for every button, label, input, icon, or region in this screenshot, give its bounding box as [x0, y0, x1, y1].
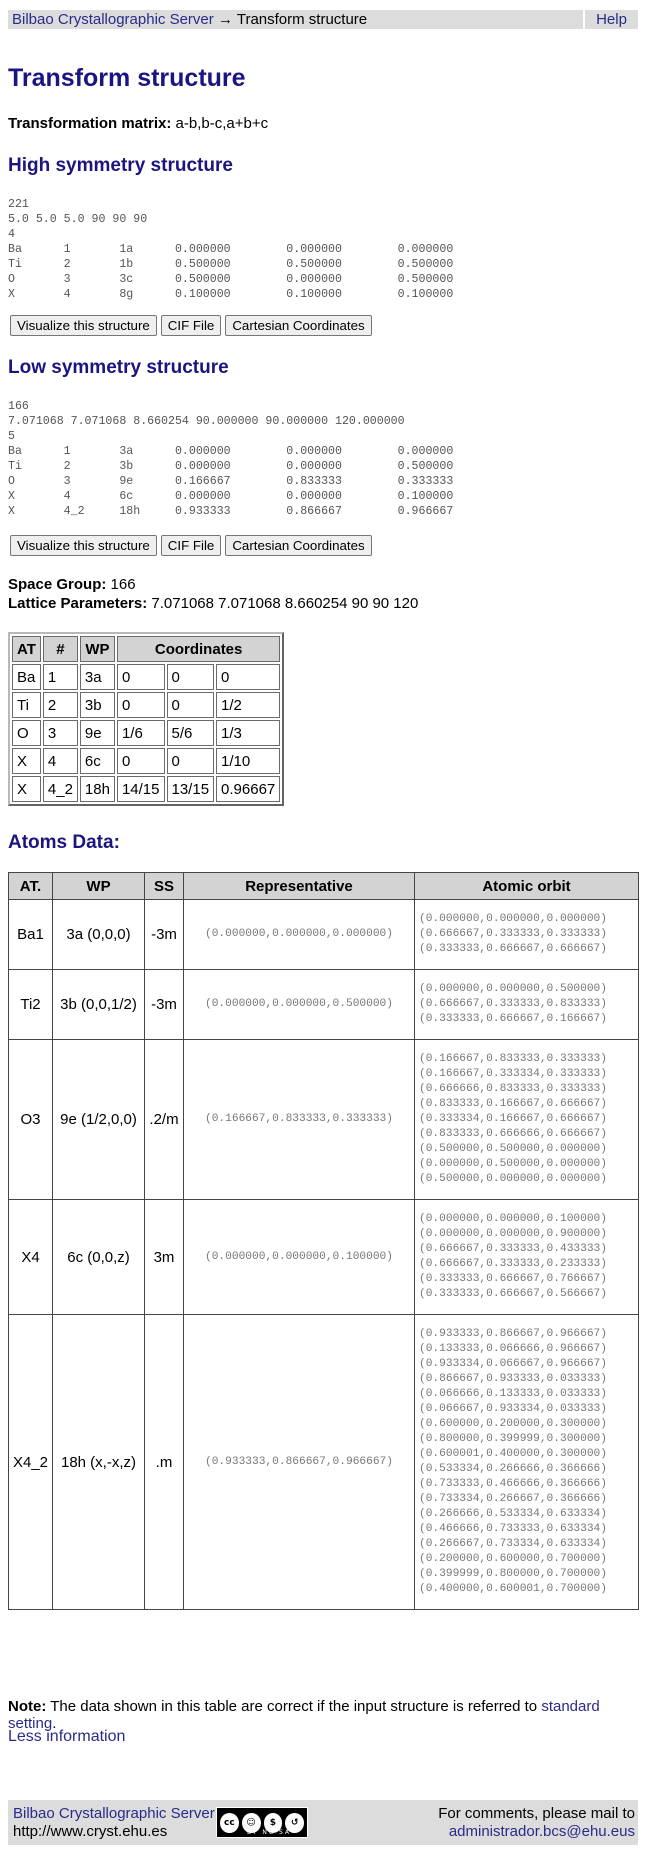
atom-label: X4 — [9, 1200, 53, 1315]
space-group-info — [8, 575, 418, 613]
table-row — [9, 970, 639, 1040]
transformation-matrix — [8, 115, 268, 132]
representative: (0.000000,0.000000,0.000000) — [184, 900, 415, 970]
wyckoff-position: 18h (x,-x,z) — [53, 1315, 145, 1610]
representative: (0.000000,0.000000,0.100000) — [184, 1200, 415, 1315]
table-row — [12, 692, 280, 718]
atomic-orbit: (0.000000,0.000000,0.000000) (0.666667,0.333333,0.333333) (0.333333,0.666667,0.666667) — [415, 900, 639, 970]
table-cell: Ti — [12, 692, 41, 718]
high-symmetry-structure-text: 221 5.0 5.0 5.0 90 90 90 4 Ba 1 1a 0.000000 0.000000 0.000000 Ti 2 1b 0.500000 0.500000 0.500000 O 3 3c 0.500000 0.000000 0.500000 X 4 8g 0.100000 0.100000 0.100000 — [8, 198, 454, 301]
table-cell: X — [12, 748, 41, 774]
table-row — [12, 776, 280, 802]
table-row — [9, 1040, 639, 1200]
space-group-value: 166 — [110, 576, 136, 593]
table-cell: 1/3 — [216, 720, 280, 746]
col-atomic-orbit: Atomic orbit — [415, 873, 639, 900]
wyckoff-position: 9e (1/2,0,0) — [53, 1040, 145, 1200]
nc-icon: $ — [264, 1813, 283, 1833]
atom-label: X4_2 — [9, 1315, 53, 1610]
atom-label: Ti2 — [9, 970, 53, 1040]
breadcrumb-arrow: → — [217, 11, 233, 28]
footer — [8, 1800, 638, 1845]
lattice-parameters-value: 7.071068 7.071068 8.660254 90 90 120 — [151, 595, 419, 612]
col-wp: WP — [80, 636, 115, 662]
table-cell: 2 — [43, 692, 78, 718]
top-navigation-bar — [8, 10, 638, 29]
table-cell: 1/6 — [117, 720, 165, 746]
table-cell: 0 — [167, 748, 215, 774]
visualize-low-button[interactable]: Visualize this structure — [10, 535, 157, 556]
cif-low-button[interactable]: CIF File — [161, 535, 222, 556]
col-representative: Representative — [184, 873, 415, 900]
wyckoff-position: 6c (0,0,z) — [53, 1200, 145, 1315]
table-row — [9, 1200, 639, 1315]
sa-icon: ↺ — [285, 1813, 304, 1833]
note-body: The data shown in this table are correct if the input structure is referred to — [46, 1698, 542, 1715]
cif-high-button[interactable]: CIF File — [161, 315, 222, 336]
table-cell: X — [12, 776, 41, 802]
table-cell: O — [12, 720, 41, 746]
col-wyckoff: WP — [53, 873, 145, 900]
atomic-orbit: (0.000000,0.000000,0.500000) (0.666667,0.333333,0.833333) (0.333333,0.666667,0.166667) — [415, 970, 639, 1040]
visualize-high-button[interactable]: Visualize this structure — [10, 315, 157, 336]
low-symmetry-structure-text: 166 7.071068 7.071068 8.660254 90.000000 90.000000 120.000000 5 Ba 1 3a 0.000000 0.000000 0.000000 Ti 2 3b 0.000000 0.000000 0.500000 O 3 9e 0.166667 0.833333 0.333333 X 4 6c 0.000000 0.000000 0.100000 X 4_2 18h 0.933333 0.866667 0.966667 — [8, 400, 454, 518]
note-text — [8, 1698, 646, 1732]
table-cell: 1 — [43, 664, 78, 690]
footer-server-link[interactable]: Bilbao Crystallographic Server — [13, 1805, 215, 1822]
high-symmetry-heading: High symmetry structure — [8, 155, 233, 176]
breadcrumb-current: Transform structure — [236, 11, 368, 28]
table-row — [12, 748, 280, 774]
footer-comments-text: For comments, please mail to — [438, 1805, 635, 1822]
table-cell: 0.96667 — [216, 776, 280, 802]
wyckoff-position: 3b (0,0,1/2) — [53, 970, 145, 1040]
table-cell: 3 — [43, 720, 78, 746]
table-cell: 1/2 — [216, 692, 280, 718]
atoms-data-heading: Atoms Data: — [8, 832, 120, 853]
coordinates-table — [8, 632, 284, 806]
cartesian-high-button[interactable]: Cartesian Coordinates — [225, 315, 371, 336]
by-icon: ☺ — [242, 1813, 261, 1833]
atoms-data-body — [9, 900, 639, 1610]
note-end: . — [52, 1715, 57, 1732]
site-symmetry: -3m — [145, 900, 184, 970]
table-row — [9, 900, 639, 970]
footer-left — [13, 1805, 215, 1841]
col-number: # — [43, 636, 78, 662]
space-group-label: Space Group: — [8, 576, 107, 593]
less-information-link[interactable]: Less information — [8, 1728, 126, 1745]
table-cell: 3b — [80, 692, 115, 718]
footer-email-link[interactable]: administrador.bcs@ehu.eus — [448, 1823, 635, 1840]
high-symmetry-buttons — [10, 315, 372, 336]
representative: (0.166667,0.833333,0.333333) — [184, 1040, 415, 1200]
table-cell: 14/15 — [117, 776, 165, 802]
table-cell: 18h — [80, 776, 115, 802]
lattice-parameters-label: Lattice Parameters: — [8, 595, 148, 612]
table-row — [12, 664, 280, 690]
site-symmetry: -3m — [145, 970, 184, 1040]
table-cell: 1/10 — [216, 748, 280, 774]
atomic-orbit: (0.166667,0.833333,0.333333) (0.166667,0.333334,0.333333) (0.666666,0.833333,0.333333) (0.833333,0.166667,0.666667) (0.333334,0.166667,0.666667) (0.833333,0.666666,0.666667) (0.500000,0.500000,0.000000) (0.000000,0.500000,0.000000) (0.500000,0.000000,0.000000) — [415, 1040, 639, 1200]
table-cell: 0 — [117, 664, 165, 690]
site-symmetry: .m — [145, 1315, 184, 1610]
table-row — [9, 1315, 639, 1610]
transformation-label: Transformation matrix: — [8, 115, 172, 132]
server-home-link[interactable]: Bilbao Crystallographic Server — [12, 11, 214, 28]
table-cell: 9e — [80, 720, 115, 746]
table-row — [12, 720, 280, 746]
wyckoff-position: 3a (0,0,0) — [53, 900, 145, 970]
atoms-data-table — [8, 872, 639, 1610]
table-cell: 0 — [167, 692, 215, 718]
table-cell: 4_2 — [43, 776, 78, 802]
table-cell: 3a — [80, 664, 115, 690]
standard-setting-link[interactable]: standard setting — [8, 1698, 600, 1732]
atom-label: O3 — [9, 1040, 53, 1200]
cc-icon: cc — [220, 1813, 239, 1833]
table-cell: 4 — [43, 748, 78, 774]
page-title: Transform structure — [8, 64, 246, 92]
cartesian-low-button[interactable]: Cartesian Coordinates — [225, 535, 371, 556]
atom-label: Ba1 — [9, 900, 53, 970]
col-site-symmetry: SS — [145, 873, 184, 900]
site-symmetry: .2/m — [145, 1040, 184, 1200]
col-atom: AT. — [9, 873, 53, 900]
col-at: AT — [12, 636, 41, 662]
low-symmetry-buttons — [10, 535, 372, 556]
representative: (0.933333,0.866667,0.966667) — [184, 1315, 415, 1610]
transformation-value: a-b,b-c,a+b+c — [175, 115, 269, 132]
table-cell: 0 — [117, 748, 165, 774]
note-label: Note: — [8, 1698, 47, 1715]
table-cell: 0 — [216, 664, 280, 690]
col-coordinates: Coordinates — [117, 636, 280, 662]
table-cell: 13/15 — [167, 776, 215, 802]
low-symmetry-heading: Low symmetry structure — [8, 357, 229, 378]
table-cell: Ba — [12, 664, 41, 690]
coordinates-body — [12, 664, 280, 802]
breadcrumb — [8, 11, 583, 28]
creative-commons-badge[interactable] — [216, 1807, 308, 1838]
help-link[interactable]: Help — [596, 11, 627, 28]
cc-license-label: BY NC SA — [247, 1829, 291, 1836]
atomic-orbit: (0.933333,0.866667,0.966667) (0.133333,0.066666,0.966667) (0.933334,0.066667,0.966667) (0.866667,0.933333,0.033333) (0.066666,0.133333,0.033333) (0.066667,0.933334,0.033333) (0.600000,0.200000,0.300000) (0.800000,0.399999,0.300000) (0.600001,0.400000,0.300000) (0.533334,0.266666,0.366666) (0.733333,0.466666,0.366666) (0.733334,0.266667,0.366666) (0.266666,0.533334,0.633334) (0.466666,0.733333,0.633334) (0.266667,0.733334,0.633334) (0.200000,0.600000,0.700000) (0.399999,0.800000,0.700000) (0.400000,0.600001,0.700000) — [415, 1315, 639, 1610]
site-symmetry: 3m — [145, 1200, 184, 1315]
atomic-orbit: (0.000000,0.000000,0.100000) (0.000000,0.000000,0.900000) (0.666667,0.333333,0.433333) (0.666667,0.333333,0.233333) (0.333333,0.666667,0.766667) (0.333333,0.666667,0.566667) — [415, 1200, 639, 1315]
table-cell: 0 — [167, 664, 215, 690]
footer-right — [438, 1805, 635, 1841]
footer-url: http://www.cryst.ehu.es — [13, 1823, 168, 1840]
table-cell: 6c — [80, 748, 115, 774]
table-cell: 0 — [117, 692, 165, 718]
representative: (0.000000,0.000000,0.500000) — [184, 970, 415, 1040]
table-cell: 5/6 — [167, 720, 215, 746]
